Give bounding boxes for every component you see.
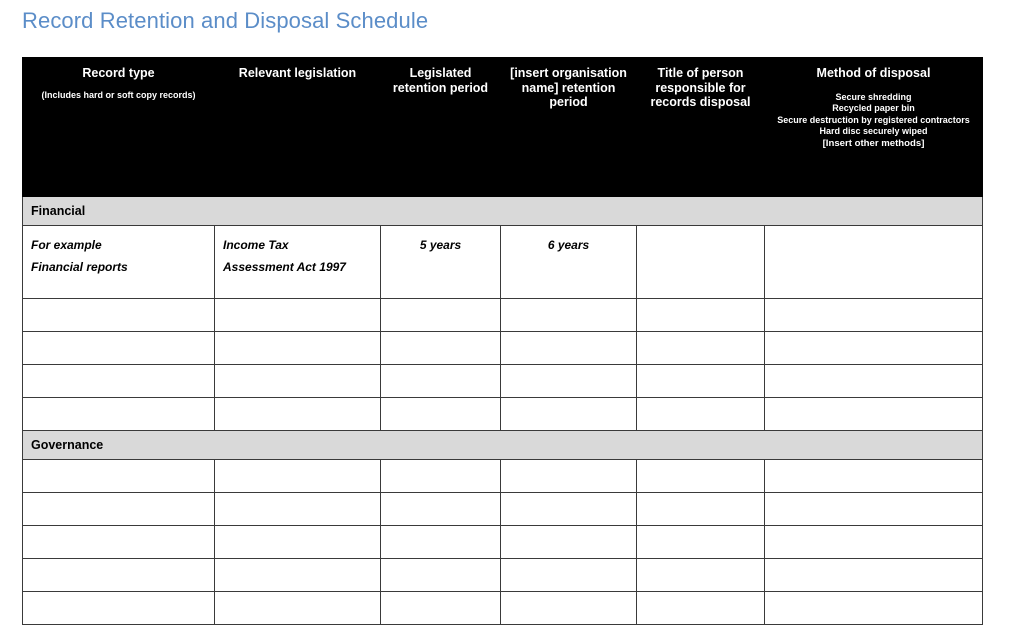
cell-line [215,526,380,527]
table-row[interactable] [23,226,983,299]
column-header-subtitle: (Includes hard or soft copy records) [41,89,196,100]
cell-legislated-retention-period[interactable] [381,493,501,526]
cell-line [381,592,500,593]
cell-responsible-person[interactable] [637,398,765,431]
cell-line [23,398,214,399]
cell-relevant-legislation[interactable] [215,332,381,365]
column-header-method-of-disposal [765,58,983,197]
table-row[interactable] [23,460,983,493]
cell-line [215,559,380,560]
cell-record-type[interactable] [23,526,215,559]
cell-line [501,559,636,560]
cell-line [23,365,214,366]
cell-line [765,526,982,527]
cell-line [501,299,636,300]
cell-line [23,460,214,461]
cell-organisation-retention-period[interactable] [501,332,637,365]
cell-record-type[interactable] [23,398,215,431]
cell-line: Income Tax [223,238,289,252]
cell-organisation-retention-period[interactable] [501,398,637,431]
cell-line [501,365,636,366]
table-row[interactable] [23,332,983,365]
cell-line [215,398,380,399]
table-row[interactable] [23,559,983,592]
cell-line [637,299,764,300]
table-row[interactable] [23,299,983,332]
column-header-title: Legislated retention period [392,66,489,95]
cell-line [381,299,500,300]
cell-line [765,299,982,300]
cell-line [765,592,982,593]
column-header-title: Record type [82,66,155,80]
cell-line: Assessment Act 1997 [223,260,346,274]
cell-line [501,398,636,399]
cell-line [637,398,764,399]
cell-method-of-disposal[interactable] [765,299,983,332]
cell-responsible-person[interactable] [637,299,765,332]
cell-organisation-retention-period[interactable] [501,559,637,592]
cell-legislated-retention-period[interactable] [381,559,501,592]
table-body [23,197,983,625]
cell-responsible-person[interactable] [637,592,765,625]
cell-line [215,299,380,300]
column-header-title: Title of person responsible for records disposal [650,66,751,109]
cell-line [381,332,500,333]
cell-line [645,234,756,235]
cell-line [23,559,214,560]
column-header-title: Relevant legislation [238,66,357,80]
cell-line [501,493,636,494]
table-row[interactable] [23,398,983,431]
table-header [23,58,983,197]
cell-line [215,365,380,366]
cell-record-type[interactable] [23,365,215,398]
cell-line: 6 years [547,238,590,252]
cell-record-type[interactable] [23,226,215,299]
cell-method-of-disposal[interactable] [765,398,983,431]
cell-line [637,526,764,527]
cell-line [23,493,214,494]
cell-organisation-retention-period[interactable] [501,526,637,559]
cell-line: For example [31,238,102,252]
cell-method-of-disposal[interactable] [765,226,983,299]
disposal-method-item: Hard disc securely wiped [819,126,928,136]
disposal-method-insert-placeholder: [Insert other methods] [822,137,925,149]
cell-line [215,493,380,494]
section-header-row-governance [23,431,983,460]
cell-line [765,460,982,461]
cell-line [381,526,500,527]
cell-line [23,592,214,593]
cell-legislated-retention-period[interactable] [381,299,501,332]
cell-responsible-person[interactable] [637,493,765,526]
cell-line [381,398,500,399]
cell-record-type[interactable] [23,493,215,526]
cell-organisation-retention-period[interactable] [501,460,637,493]
cell-method-of-disposal[interactable] [765,493,983,526]
cell-method-of-disposal[interactable] [765,332,983,365]
cell-relevant-legislation[interactable] [215,559,381,592]
cell-line [765,365,982,366]
cell-line [637,559,764,560]
cell-record-type[interactable] [23,332,215,365]
cell-line [381,559,500,560]
disposal-method-item: Recycled paper bin [832,103,915,113]
cell-legislated-retention-period[interactable] [381,592,501,625]
cell-responsible-person[interactable] [637,526,765,559]
cell-relevant-legislation[interactable] [215,299,381,332]
table-row[interactable] [23,592,983,625]
cell-line [765,559,982,560]
cell-legislated-retention-period[interactable] [381,398,501,431]
column-header-organisation-retention-period [501,58,637,197]
cell-legislated-retention-period[interactable] [381,526,501,559]
cell-responsible-person[interactable] [637,460,765,493]
cell-line: 5 years [419,238,462,252]
cell-line [215,592,380,593]
cell-line [773,234,974,235]
cell-record-type[interactable] [23,559,215,592]
cell-relevant-legislation[interactable] [215,493,381,526]
page-title: Record Retention and Disposal Schedule [22,8,429,33]
cell-line [381,493,500,494]
section-label: Financial [23,197,983,226]
retention-schedule-table-wrapper [22,57,982,625]
section-header-row-financial [23,197,983,226]
table-row[interactable] [23,365,983,398]
cell-legislated-retention-period[interactable] [381,365,501,398]
cell-legislated-retention-period[interactable] [381,332,501,365]
cell-relevant-legislation[interactable] [215,526,381,559]
cell-relevant-legislation[interactable] [215,398,381,431]
section-label: Governance [23,431,983,460]
cell-line: Financial reports [31,260,128,274]
cell-line [637,592,764,593]
cell-line [637,460,764,461]
cell-relevant-legislation[interactable] [215,365,381,398]
column-header-relevant-legislation [215,58,381,197]
cell-line [215,460,380,461]
cell-relevant-legislation[interactable] [215,226,381,299]
cell-line [381,460,500,461]
cell-method-of-disposal[interactable] [765,526,983,559]
cell-method-of-disposal[interactable] [765,460,983,493]
column-header-title: Method of disposal [816,66,931,80]
cell-method-of-disposal[interactable] [765,559,983,592]
retention-schedule-table [22,57,983,625]
cell-line [381,365,500,366]
table-row[interactable] [23,526,983,559]
cell-organisation-retention-period[interactable] [501,299,637,332]
table-row[interactable] [23,493,983,526]
cell-organisation-retention-period[interactable] [501,365,637,398]
cell-method-of-disposal[interactable] [765,592,983,625]
column-header-responsible-person [637,58,765,197]
cell-record-type[interactable] [23,592,215,625]
cell-line [501,460,636,461]
cell-responsible-person[interactable] [637,226,765,299]
cell-line [215,332,380,333]
cell-responsible-person[interactable] [637,365,765,398]
cell-responsible-person[interactable] [637,332,765,365]
cell-relevant-legislation[interactable] [215,460,381,493]
cell-line [23,526,214,527]
disposal-method-item: Secure shredding [835,91,912,102]
cell-line [765,332,982,333]
cell-line [501,332,636,333]
cell-line [637,493,764,494]
cell-method-of-disposal[interactable] [765,365,983,398]
disposal-method-item: Secure destruction by registered contractors [777,114,970,125]
cell-legislated-retention-period[interactable] [381,460,501,493]
cell-organisation-retention-period[interactable] [501,226,637,299]
cell-line [765,398,982,399]
column-header-legislated-retention-period [381,58,501,197]
cell-record-type[interactable] [23,460,215,493]
cell-line [23,332,214,333]
cell-line [637,365,764,366]
cell-relevant-legislation[interactable] [215,592,381,625]
cell-line [765,493,982,494]
cell-responsible-person[interactable] [637,559,765,592]
cell-organisation-retention-period[interactable] [501,592,637,625]
cell-line [501,526,636,527]
table-header-row [23,58,983,197]
cell-legislated-retention-period[interactable] [381,226,501,299]
cell-line [23,299,214,300]
cell-organisation-retention-period[interactable] [501,493,637,526]
column-header-record-type [23,58,215,197]
cell-line [637,332,764,333]
cell-line [501,592,636,593]
cell-record-type[interactable] [23,299,215,332]
column-header-title: [insert organisation name] retention period [510,66,627,109]
disposal-methods-list [769,92,978,150]
